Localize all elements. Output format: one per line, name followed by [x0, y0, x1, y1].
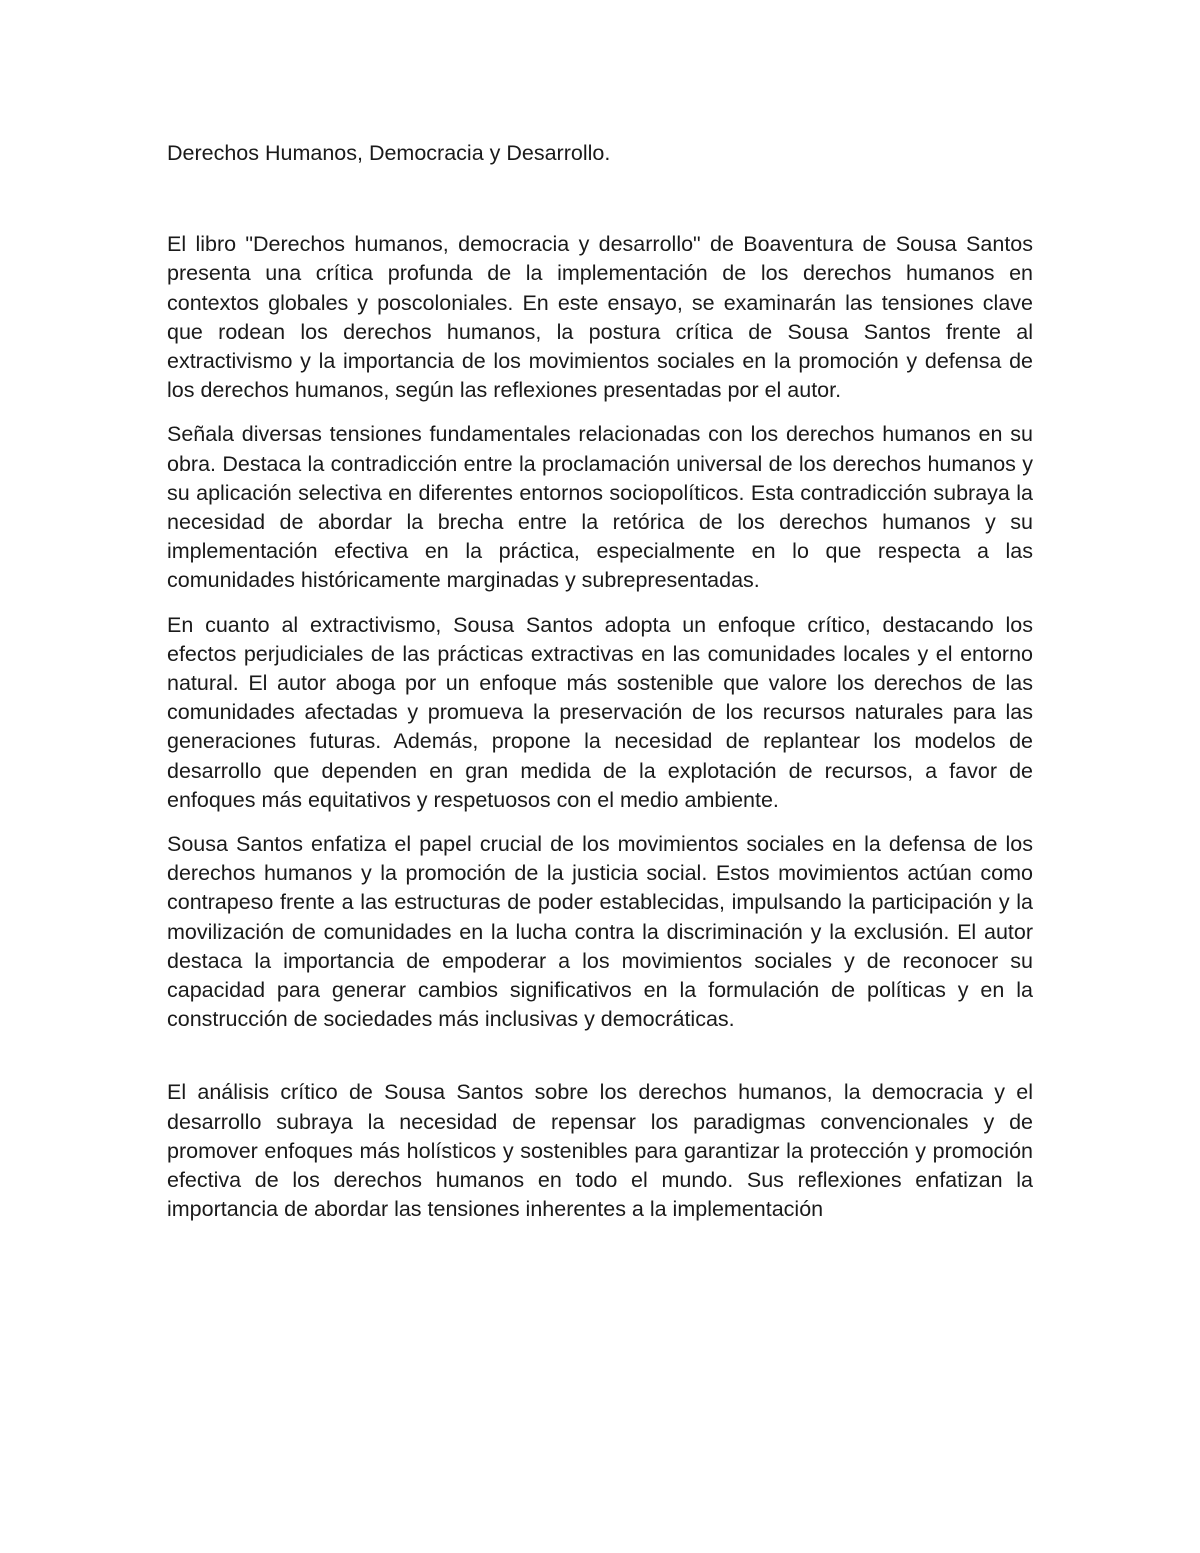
paragraph-extractivism: En cuanto al extractivismo, Sousa Santos adopta un enfoque crítico, destacando los efectos perjudiciales de las prácticas extractivas en las comunidades locales y el entorno natural. El autor aboga por un enfoque más sostenible que valore los derechos de las comunidades afectadas y promueva la preservación de los recursos naturales para las generaciones futuras. Además, propone la necesidad de replantear los modelos de desarrollo que dependen en gran medida de la explotación de recursos, a favor de enfoques más equitativos y respetuosos con el medio ambiente.	[167, 612, 1033, 812]
document-title: Derechos Humanos, Democracia y Desarrollo.	[167, 141, 611, 165]
paragraph-social-movements: Sousa Santos enfatiza el papel crucial de los movimientos sociales en la defensa de los derechos humanos y la promoción de la justicia social. Estos movimientos actúan como contrapeso frente a las estructuras de poder establecidas, impulsando la participación y la movilización de comunidades en la lucha contra la discriminación y la exclusión. El autor destaca la importancia de empoderar a los movimientos sociales y de reconocer su capacidad para generar cambios significativos en la formulación de políticas y en la construcción de sociedades más inclusivas y democráticas.	[167, 832, 1033, 1032]
paragraph-conclusion: El análisis crítico de Sousa Santos sobre los derechos humanos, la democracia y el desarrollo subraya la necesidad de repensar los paradigmas convencionales y de promover enfoques más holísticos y sostenibles para garantizar la protección y promoción efectiva de los derechos humanos en todo el mundo. Sus reflexiones enfatizan la importancia de abordar las tensiones inherentes a la implementación	[167, 1080, 1033, 1222]
paragraph-tensions: Señala diversas tensiones fundamentales relacionadas con los derechos humanos en su obra. Destaca la contradicción entre la proclamación universal de los derechos humanos y su aplicación selectiva en diferentes entornos sociopolíticos. Esta contradicción subraya la necesidad de abordar la brecha entre la retórica de los derechos humanos y su implementación efectiva en la práctica, especialmente en lo que respecta a las comunidades históricamente marginadas y subrepresentadas.	[167, 422, 1033, 593]
paragraph-intro: El libro "Derechos humanos, democracia y desarrollo" de Boaventura de Sousa Santos presenta una crítica profunda de la implementación de los derechos humanos en contextos globales y poscoloniales. En este ensayo, se examinarán las tensiones clave que rodean los derechos humanos, la postura crítica de Sousa Santos frente al extractivismo y la importancia de los movimientos sociales en la promoción y defensa de los derechos humanos, según las reflexiones presentadas por el autor.	[167, 232, 1033, 403]
document-body	[167, 139, 1033, 1225]
